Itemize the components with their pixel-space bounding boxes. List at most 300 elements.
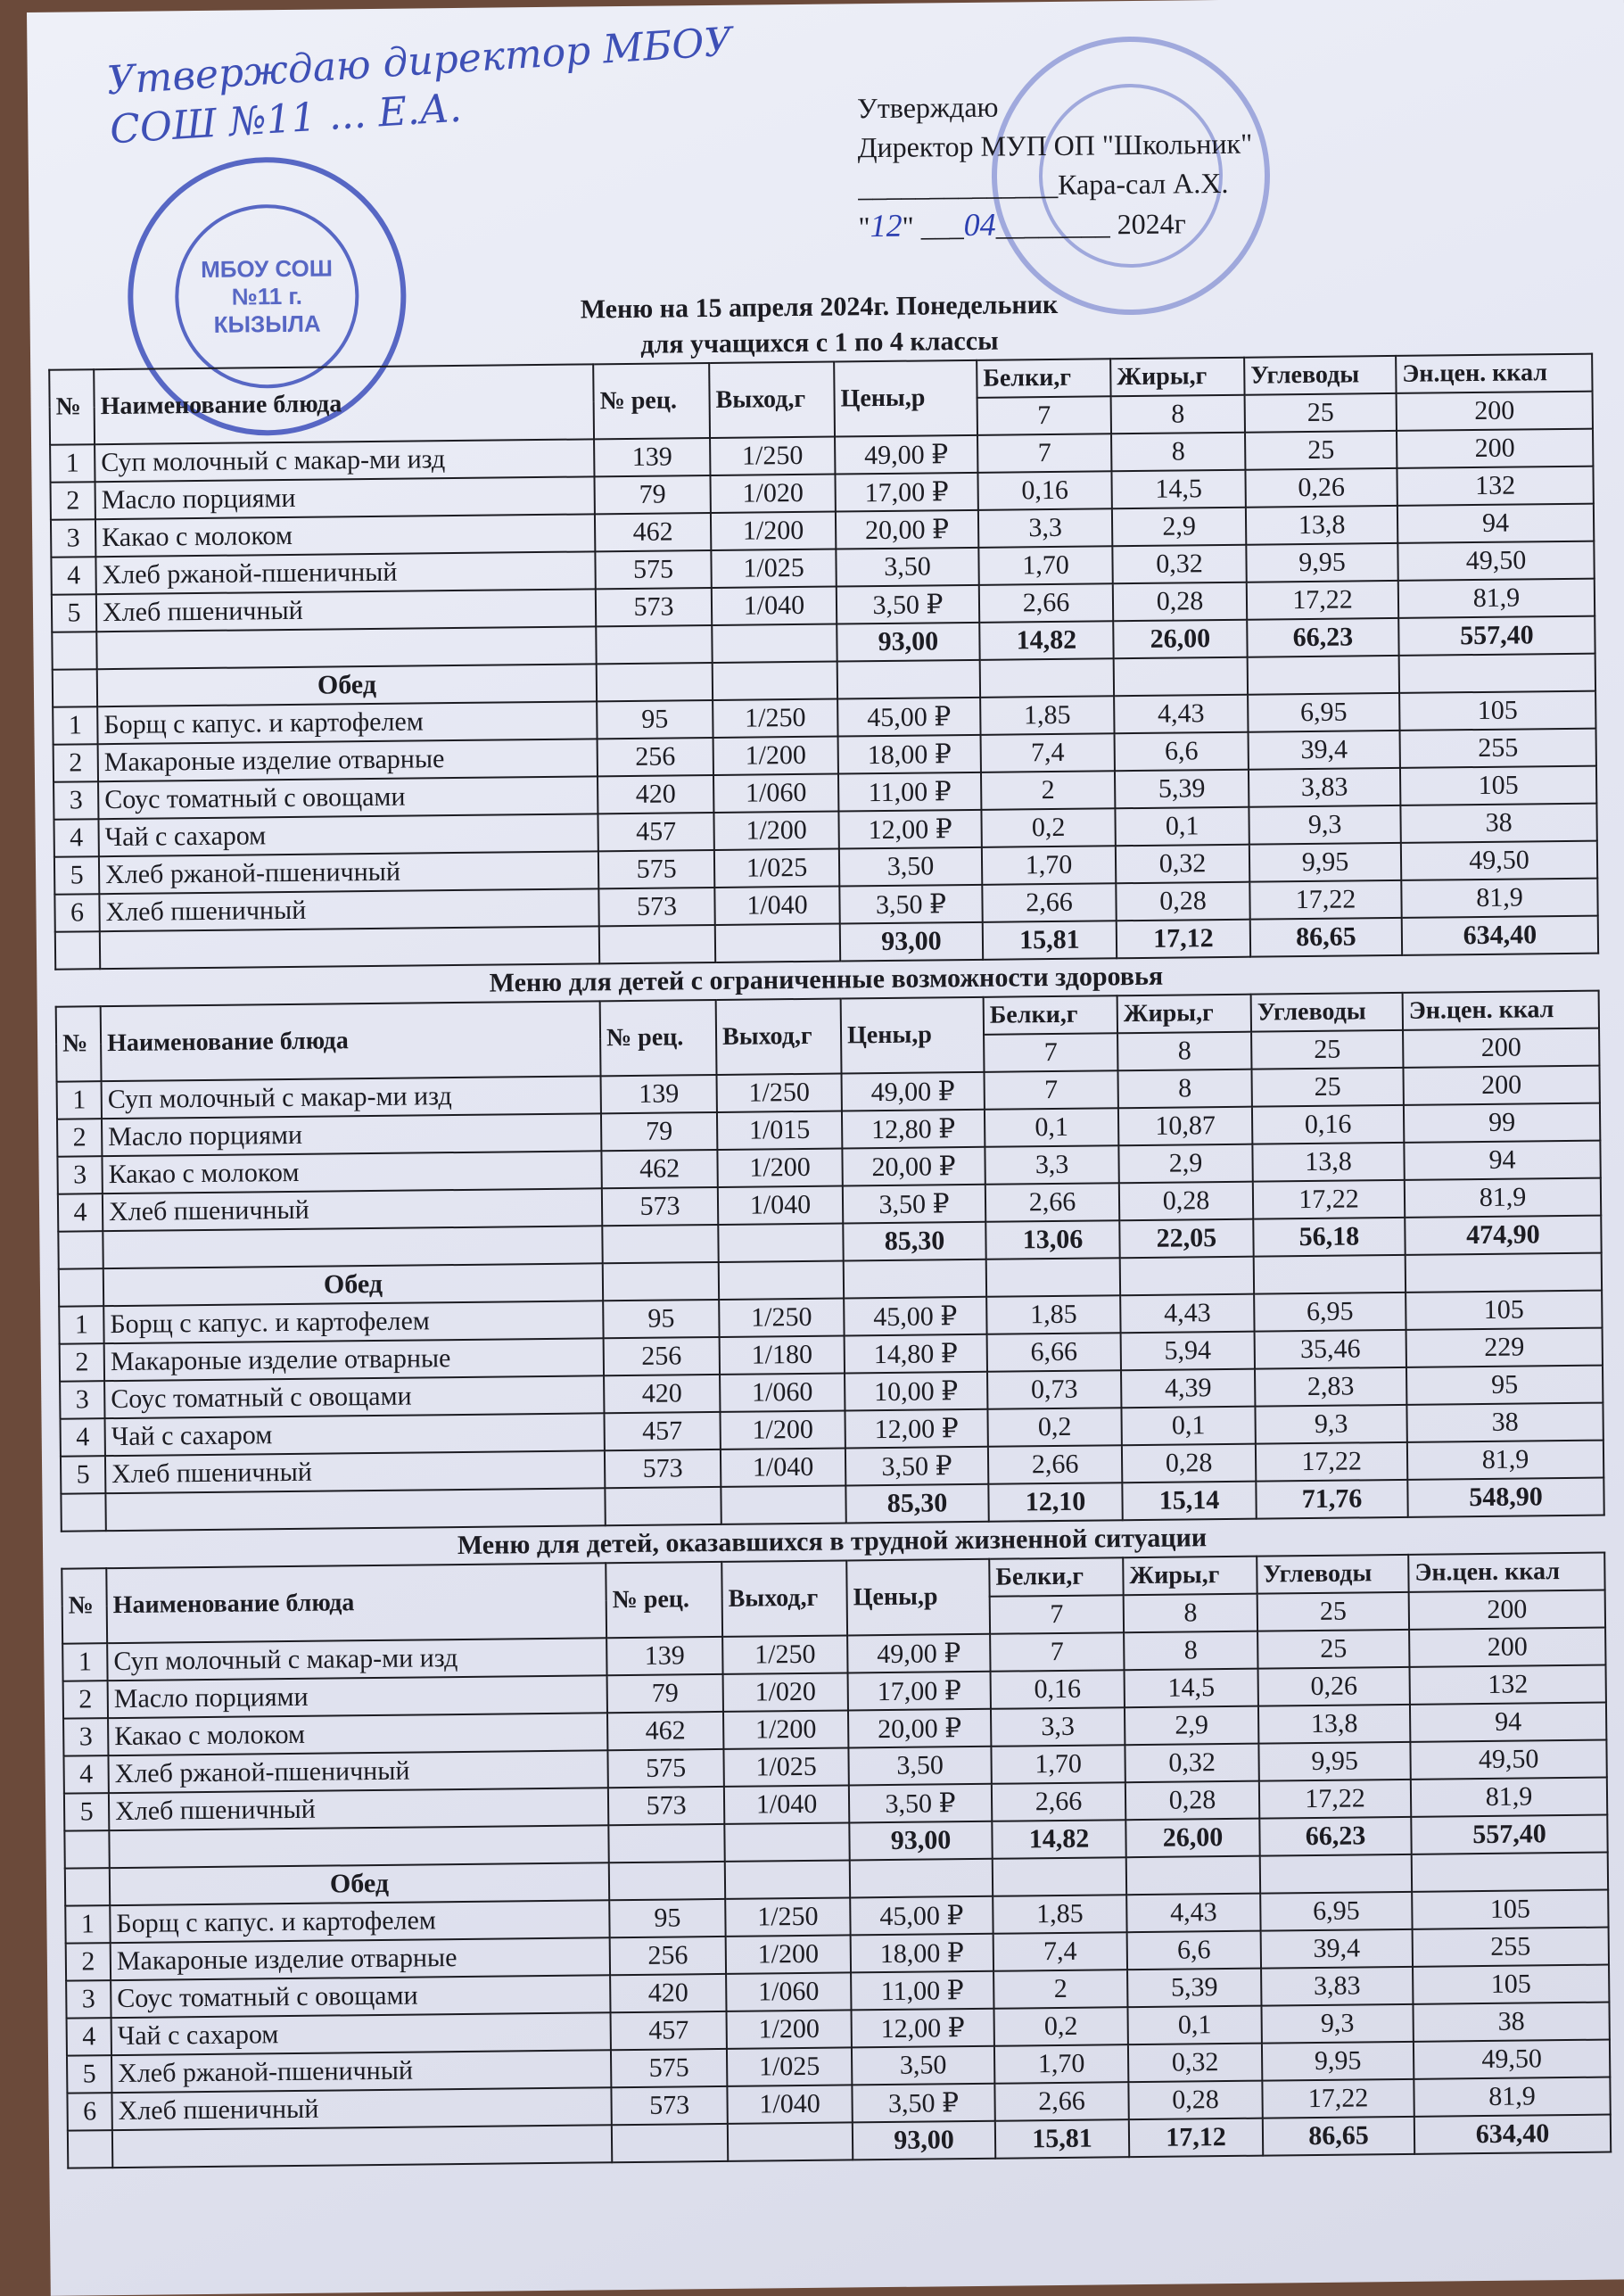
- dish-k: 200: [1409, 1628, 1605, 1667]
- dish-rec: 457: [611, 2011, 727, 2050]
- dish-price: 45,00 ₽: [837, 698, 980, 737]
- dish-out: 1/060: [726, 1972, 851, 2011]
- dish-out: 1/180: [720, 1335, 845, 1374]
- dish-c: 0,26: [1258, 1667, 1410, 1706]
- dish-b: 7: [990, 1632, 1124, 1672]
- dish-k: 255: [1413, 1928, 1609, 1967]
- dish-out: 1/040: [712, 587, 837, 625]
- dish-name: Чай с сахаром: [105, 1413, 605, 1456]
- dish-price: 3,50 ₽: [843, 1185, 985, 1224]
- dish-name: Суп молочный с макар-ми изд: [102, 1076, 601, 1119]
- dish-rec: 573: [602, 1187, 718, 1226]
- dish-out: 1/200: [713, 812, 838, 850]
- total-price: 85,30: [843, 1222, 985, 1261]
- dish-name: Соус томатный с овощами: [111, 1975, 610, 2018]
- dish-price: 12,00 ₽: [838, 810, 981, 849]
- total-k: 548,90: [1407, 1478, 1603, 1517]
- dish-b: 7: [977, 434, 1111, 473]
- dish-name: Хлеб ржаной-пшеничный: [99, 851, 598, 894]
- dish-c: 9,3: [1249, 805, 1400, 845]
- dish-c: 39,4: [1261, 1929, 1413, 1969]
- dish-price: 12,80 ₽: [842, 1110, 985, 1149]
- dish-k: 81,9: [1405, 1178, 1601, 1218]
- dish-price: 3,50 ₽: [839, 885, 982, 924]
- approval-name: Кара-сал А.Х.: [1057, 166, 1229, 201]
- dish-number: 5: [61, 1456, 105, 1494]
- dish-f: 0,28: [1128, 2081, 1262, 2120]
- menu-table: [61, 1552, 1612, 2169]
- dish-f: 0,32: [1128, 2044, 1262, 2083]
- dish-k: 81,9: [1401, 879, 1597, 918]
- dish-b: 0,2: [987, 1408, 1121, 1447]
- column-header: Белки,г: [989, 1557, 1123, 1597]
- dish-k: 38: [1400, 804, 1596, 843]
- dish-f: 8: [1111, 433, 1245, 472]
- dish-rec: 462: [607, 1712, 723, 1750]
- dish-rec: 420: [598, 775, 713, 814]
- column-header: №: [56, 1006, 102, 1082]
- total-f: 22,05: [1119, 1219, 1253, 1259]
- dish-c: 13,8: [1246, 506, 1397, 545]
- dish-name: Масло порциями: [108, 1675, 607, 1718]
- total-k: 474,90: [1405, 1216, 1601, 1255]
- column-header: №: [49, 369, 95, 445]
- total-b: 12,10: [988, 1482, 1122, 1522]
- column-header: Белки,г: [977, 359, 1110, 398]
- dish-price: 20,00 ₽: [848, 1709, 991, 1748]
- dish-b: 2,66: [982, 883, 1116, 922]
- dish-name: Хлеб пшеничный: [111, 2087, 611, 2130]
- dish-c: 17,22: [1262, 2079, 1414, 2118]
- dish-out: 1/250: [713, 699, 837, 738]
- dish-k: 132: [1410, 1665, 1606, 1705]
- dish-b: 2,66: [994, 2082, 1128, 2121]
- dish-b: 0,73: [987, 1370, 1121, 1409]
- dish-f: 6,6: [1115, 732, 1249, 772]
- dish-rec: 420: [610, 1974, 726, 2012]
- column-header: Эн.цен. ккал: [1408, 1553, 1604, 1592]
- dish-out: 1/060: [713, 774, 838, 813]
- dish-k: 132: [1397, 467, 1593, 506]
- dish-b: 1,85: [980, 696, 1114, 735]
- dish-rec: 575: [598, 850, 714, 888]
- total-f: 26,00: [1113, 620, 1247, 659]
- dish-out: 1/040: [724, 1785, 849, 1823]
- approval-label: Утверждаю: [856, 90, 999, 125]
- column-header: № рец.: [600, 1000, 717, 1076]
- dish-name: Хлеб ржаной-пшеничный: [111, 2050, 611, 2093]
- dish-out: 1/250: [719, 1298, 844, 1336]
- dish-b: 2,66: [979, 583, 1113, 623]
- dish-rec: 462: [601, 1150, 717, 1188]
- dish-k: 95: [1406, 1366, 1603, 1405]
- dish-k: 94: [1404, 1141, 1600, 1180]
- dish-c: 6,95: [1260, 1892, 1412, 1931]
- dish-c: 13,8: [1258, 1705, 1410, 1744]
- dish-f: 0,28: [1119, 1182, 1253, 1221]
- column-header: № рец.: [606, 1562, 722, 1638]
- dish-c: 17,22: [1256, 1442, 1407, 1482]
- dish-rec: 575: [595, 550, 711, 589]
- column-header: Наименование блюда: [106, 1563, 606, 1643]
- dish-k: 49,50: [1401, 841, 1597, 880]
- total-b: 15,81: [995, 2119, 1129, 2159]
- dish-name: Суп молочный с макар-ми изд: [95, 439, 594, 482]
- dish-price: 3,50 ₽: [849, 1784, 992, 1823]
- dish-rec: 256: [598, 738, 713, 776]
- dish-price: 18,00 ₽: [838, 735, 981, 774]
- dish-k: 105: [1399, 691, 1595, 731]
- dish-name: Чай с сахаром: [111, 2012, 611, 2055]
- dish-out: 1/250: [722, 1635, 847, 1673]
- dish-rec: 256: [610, 1937, 726, 1975]
- dish-price: 3,50: [836, 548, 978, 587]
- dish-price: 14,80 ₽: [845, 1334, 987, 1374]
- dish-k: 49,50: [1410, 1740, 1606, 1780]
- total-price: 93,00: [840, 922, 983, 962]
- dish-name: Хлеб пшеничный: [96, 589, 596, 632]
- column-header: Цены,р: [834, 360, 977, 437]
- column-header: № рец.: [593, 363, 710, 439]
- dish-k: 255: [1400, 729, 1596, 768]
- approval-position: Директор МУП ОП "Школьник": [857, 127, 1253, 164]
- dish-c: 17,22: [1253, 1180, 1405, 1219]
- dish-b: 1,85: [986, 1295, 1120, 1334]
- column-header: Углеводы: [1257, 1555, 1408, 1594]
- dish-f: 14,5: [1125, 1669, 1258, 1708]
- column-header: Эн.цен. ккал: [1396, 354, 1592, 393]
- dish-b: 1,70: [994, 2044, 1128, 2084]
- dish-f: 4,43: [1126, 1894, 1260, 1933]
- dish-b: 3,3: [985, 1145, 1118, 1185]
- column-header: Углеводы: [1244, 356, 1396, 395]
- dish-number: 2: [66, 1943, 111, 1981]
- dish-number: 2: [51, 482, 95, 520]
- dish-k: 105: [1406, 1291, 1602, 1330]
- dish-f: 0,32: [1112, 545, 1246, 584]
- total-k: 557,40: [1398, 616, 1595, 656]
- dish-out: 1/020: [723, 1672, 848, 1711]
- dish-out: 1/015: [717, 1111, 842, 1149]
- dish-price: 20,00 ₽: [836, 510, 978, 549]
- dish-k: 105: [1412, 1890, 1608, 1929]
- dish-c: 2,83: [1255, 1367, 1406, 1407]
- dish-price: 49,00 ₽: [842, 1072, 985, 1111]
- dish-number: 3: [60, 1381, 104, 1419]
- dish-number: 1: [62, 1643, 107, 1681]
- dish-name: Хлеб пшеничный: [99, 888, 598, 931]
- dish-rec: 457: [604, 1412, 720, 1450]
- dish-b: 0,2: [981, 808, 1115, 847]
- dish-rec: 139: [594, 438, 710, 476]
- dish-price: 11,00 ₽: [851, 1971, 993, 2011]
- dish-out: 1/025: [711, 549, 836, 588]
- dish-number: 4: [51, 557, 95, 595]
- column-header: Выход,г: [709, 362, 835, 438]
- dish-price: 17,00 ₽: [848, 1672, 991, 1711]
- total-b: 14,82: [992, 1820, 1125, 1859]
- norm-value: 7: [977, 396, 1111, 435]
- total-c: 71,76: [1256, 1480, 1407, 1519]
- dish-k: 49,50: [1414, 2040, 1610, 2079]
- dish-rec: 573: [605, 1449, 721, 1488]
- dish-number: 3: [54, 781, 98, 820]
- dish-f: 2,9: [1112, 508, 1246, 547]
- dish-f: 10,87: [1118, 1107, 1252, 1146]
- approval-day: 12: [870, 207, 903, 244]
- dish-b: 7,4: [981, 733, 1115, 772]
- dish-name: Хлеб пшеничный: [109, 1788, 608, 1830]
- dish-rec: 575: [607, 1749, 723, 1788]
- dish-c: 9,95: [1249, 843, 1401, 882]
- dish-f: 0,1: [1115, 807, 1249, 847]
- total-c: 86,65: [1263, 2117, 1414, 2156]
- dish-k: 94: [1397, 504, 1594, 543]
- total-price: 93,00: [849, 1821, 992, 1861]
- dish-name: Макароные изделие отварные: [111, 1937, 610, 1980]
- dish-b: 0,2: [993, 2007, 1127, 2046]
- dish-c: 6,95: [1254, 1293, 1406, 1332]
- dish-out: 1/200: [726, 1935, 851, 1973]
- dish-price: 17,00 ₽: [835, 473, 977, 512]
- dish-price: 10,00 ₽: [845, 1372, 987, 1411]
- approval-signature-line: ______________Кара-сал А.Х.: [857, 166, 1229, 203]
- dish-b: 7,4: [993, 1932, 1127, 1971]
- dish-c: 25: [1257, 1630, 1409, 1669]
- column-header: Цены,р: [841, 997, 985, 1074]
- menu-content: [47, 282, 1610, 2169]
- dish-c: 17,22: [1249, 880, 1401, 920]
- dish-rec: 139: [601, 1075, 717, 1113]
- dish-number: 3: [51, 519, 95, 557]
- dish-c: 9,3: [1255, 1405, 1406, 1444]
- dish-out: 1/200: [711, 512, 836, 550]
- dish-b: 2,66: [992, 1782, 1125, 1821]
- dish-number: 6: [67, 2093, 111, 2131]
- dish-b: 3,3: [991, 1707, 1125, 1747]
- dish-rec: 575: [611, 2049, 727, 2087]
- dish-number: 3: [66, 1980, 111, 2019]
- dish-price: 3,50: [848, 1747, 991, 1786]
- dish-name: Масло порциями: [102, 1113, 601, 1156]
- dish-b: 2: [981, 771, 1115, 810]
- dish-out: 1/200: [713, 737, 838, 775]
- dish-f: 0,1: [1121, 1407, 1255, 1446]
- norm-value: 200: [1397, 392, 1593, 431]
- dish-k: 81,9: [1398, 579, 1595, 618]
- dish-name: Чай с сахаром: [98, 814, 598, 856]
- dish-number: 6: [54, 894, 99, 932]
- dish-c: 9,3: [1261, 2004, 1413, 2044]
- dish-f: 5,39: [1127, 1969, 1261, 2008]
- total-c: 66,23: [1247, 618, 1398, 657]
- dish-k: 81,9: [1407, 1441, 1603, 1480]
- dish-f: 0,28: [1122, 1444, 1256, 1483]
- dish-rec: 420: [604, 1375, 720, 1413]
- norm-value: 8: [1124, 1594, 1257, 1633]
- total-b: 15,81: [983, 921, 1117, 960]
- dish-name: Хлеб ржаной-пшеничный: [95, 551, 595, 594]
- dish-out: 1/060: [720, 1373, 845, 1411]
- dish-c: 0,16: [1252, 1105, 1404, 1144]
- total-price: 93,00: [853, 2121, 995, 2160]
- dish-number: 1: [50, 444, 95, 483]
- dish-price: 11,00 ₽: [838, 772, 981, 812]
- dish-c: 35,46: [1255, 1330, 1406, 1369]
- norm-value: 25: [1245, 393, 1397, 433]
- dish-name: Борщ с капус. и картофелем: [103, 1301, 603, 1343]
- dish-rec: 95: [609, 1899, 725, 1937]
- dish-price: 49,00 ₽: [847, 1634, 990, 1673]
- dish-c: 17,22: [1259, 1780, 1411, 1819]
- dish-c: 0,26: [1245, 468, 1397, 508]
- dish-number: 1: [53, 706, 97, 745]
- dish-rec: 79: [601, 1112, 717, 1151]
- dish-f: 6,6: [1127, 1931, 1261, 1970]
- dish-name: Какао с молоком: [95, 514, 595, 557]
- dish-f: 5,39: [1115, 770, 1249, 809]
- dish-f: 2,9: [1125, 1706, 1258, 1746]
- dish-b: 1,70: [991, 1745, 1125, 1784]
- norm-value: 25: [1251, 1030, 1403, 1070]
- dish-b: 6,66: [987, 1333, 1121, 1372]
- approval-year: 2024г: [1117, 207, 1186, 241]
- dish-f: 4,43: [1120, 1294, 1254, 1334]
- dish-out: 1/040: [718, 1185, 843, 1224]
- dish-name: Какао с молоком: [102, 1151, 601, 1193]
- dish-c: 13,8: [1252, 1143, 1404, 1182]
- dish-k: 200: [1397, 429, 1593, 468]
- column-header: Углеводы: [1251, 993, 1403, 1032]
- dish-f: 4,43: [1114, 695, 1248, 734]
- dish-f: 2,9: [1118, 1144, 1252, 1184]
- dish-out: 1/040: [714, 887, 839, 925]
- dish-rec: 573: [598, 888, 714, 926]
- dish-price: 45,00 ₽: [844, 1297, 986, 1336]
- dish-rec: 256: [604, 1337, 720, 1375]
- dish-k: 200: [1403, 1066, 1599, 1105]
- dish-price: 12,00 ₽: [852, 2009, 994, 2048]
- dish-out: 1/025: [723, 1747, 848, 1786]
- dish-number: 3: [57, 1156, 102, 1194]
- dish-b: 2,66: [988, 1445, 1122, 1484]
- dish-b: 1,70: [978, 546, 1112, 585]
- dish-f: 0,1: [1127, 2006, 1261, 2045]
- column-header: Белки,г: [984, 995, 1117, 1035]
- norm-value: 8: [1111, 395, 1245, 434]
- total-c: 56,18: [1253, 1218, 1405, 1257]
- dish-name: Борщ с капус. и картофелем: [110, 1900, 609, 1943]
- dish-rec: 462: [595, 513, 711, 551]
- dish-f: 0,28: [1116, 882, 1249, 921]
- dish-price: 20,00 ₽: [842, 1147, 985, 1186]
- dish-b: 2: [993, 1970, 1127, 2009]
- dish-k: 38: [1406, 1403, 1603, 1442]
- approval-month: 04: [963, 206, 996, 244]
- dish-number: 1: [57, 1081, 102, 1119]
- dish-out: 1/250: [717, 1073, 842, 1111]
- total-f: 17,12: [1129, 2118, 1263, 2158]
- dish-c: 3,83: [1261, 1967, 1413, 2006]
- dish-name: Суп молочный с макар-ми изд: [107, 1638, 606, 1681]
- dish-out: 1/040: [727, 2085, 852, 2123]
- approval-block: [857, 85, 1253, 247]
- section-label: Обед: [97, 664, 597, 706]
- dish-f: 8: [1117, 1070, 1251, 1109]
- dish-c: 9,95: [1246, 543, 1397, 582]
- menu-subtitle: для учащихся с 1 по 4 классы: [640, 326, 999, 359]
- dish-f: 14,5: [1111, 470, 1245, 509]
- dish-b: 1,85: [993, 1895, 1126, 1934]
- dish-out: 1/250: [710, 437, 835, 475]
- total-price: 93,00: [837, 623, 979, 662]
- section-label: Обед: [110, 1862, 609, 1905]
- dish-rec: 79: [607, 1674, 723, 1713]
- dish-out: 1/250: [725, 1897, 850, 1936]
- total-b: 13,06: [985, 1220, 1119, 1259]
- dish-rec: 139: [606, 1637, 722, 1675]
- dish-b: 7: [984, 1070, 1117, 1110]
- handwritten-approval: Утверждаю директор МБОУ СОШ №11 ... Е.А.: [105, 19, 734, 153]
- dish-b: 3,3: [978, 508, 1112, 548]
- dish-name: Хлеб пшеничный: [103, 1188, 602, 1231]
- dish-c: 6,95: [1248, 693, 1399, 732]
- dish-out: 1/040: [721, 1448, 845, 1486]
- total-k: 634,40: [1414, 2115, 1611, 2154]
- column-header: Выход,г: [716, 999, 842, 1075]
- menu-table: [48, 353, 1599, 970]
- total-k: 557,40: [1411, 1815, 1607, 1854]
- dish-out: 1/200: [717, 1148, 842, 1186]
- dish-c: 9,95: [1258, 1742, 1410, 1781]
- dish-f: 0,28: [1113, 582, 1247, 622]
- dish-c: 3,83: [1249, 768, 1400, 807]
- dish-out: 1/025: [714, 849, 839, 888]
- column-header: Наименование блюда: [94, 364, 594, 444]
- dish-out: 1/200: [723, 1710, 848, 1748]
- dish-name: Масло порциями: [95, 476, 595, 519]
- dish-k: 94: [1410, 1703, 1606, 1742]
- column-header: Жиры,г: [1117, 995, 1251, 1034]
- norm-value: 200: [1409, 1590, 1605, 1630]
- dish-price: 3,50 ₽: [852, 2084, 994, 2123]
- dish-rec: 573: [611, 2086, 727, 2125]
- dish-b: 0,16: [977, 471, 1111, 510]
- table-title: Меню для детей, оказавшихся в трудной жизненной ситуации: [457, 1523, 1208, 1561]
- dish-c: 25: [1245, 431, 1397, 470]
- dish-k: 81,9: [1411, 1778, 1607, 1817]
- total-c: 66,23: [1259, 1817, 1411, 1856]
- dish-out: 1/020: [710, 475, 835, 513]
- total-f: 15,14: [1122, 1482, 1256, 1521]
- dish-b: 1,70: [982, 846, 1116, 885]
- total-c: 86,65: [1250, 918, 1402, 957]
- section-label: Обед: [103, 1263, 603, 1306]
- dish-price: 12,00 ₽: [845, 1409, 987, 1449]
- dish-price: 18,00 ₽: [851, 1934, 993, 1973]
- norm-value: 8: [1117, 1032, 1251, 1071]
- column-header: Эн.цен. ккал: [1403, 991, 1599, 1030]
- dish-c: 17,22: [1247, 581, 1398, 620]
- total-f: 26,00: [1125, 1819, 1259, 1858]
- dish-number: 2: [60, 1343, 104, 1382]
- dish-name: Какао с молоком: [108, 1713, 607, 1755]
- dish-name: Макароные изделие отварные: [98, 739, 598, 781]
- dish-c: 25: [1251, 1068, 1403, 1107]
- dish-rec: 457: [598, 813, 713, 851]
- dish-b: 2,66: [985, 1183, 1119, 1222]
- dish-f: 4,39: [1121, 1369, 1255, 1408]
